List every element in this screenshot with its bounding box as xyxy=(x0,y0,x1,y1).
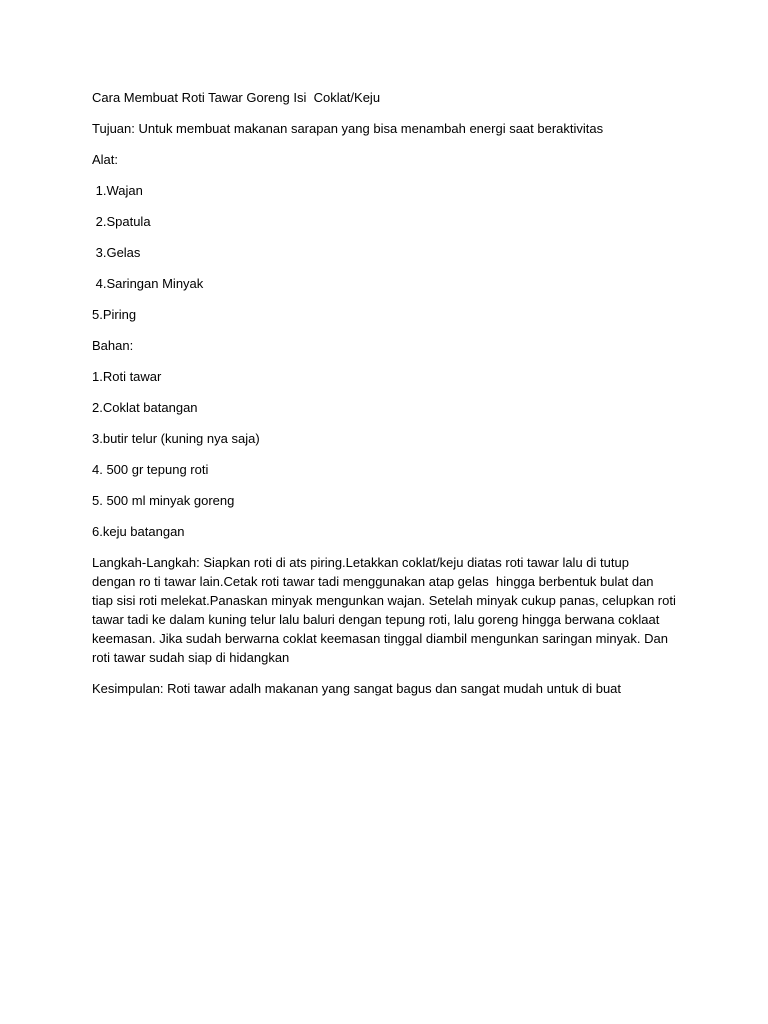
tujuan-text: Tujuan: Untuk membuat makanan sarapan yang bisa menambah energi saat beraktivitas xyxy=(92,121,604,136)
bahan-item: 5. 500 ml minyak goreng xyxy=(92,493,235,508)
alat-item: 1.Wajan xyxy=(92,183,143,198)
langkah-line: dengan ro ti tawar lain.Cetak roti tawar tadi menggunakan atap gelas hingga berbentuk bulat dan xyxy=(92,574,654,589)
bahan-item: 6.keju batangan xyxy=(92,524,185,539)
bahan-heading: Bahan: xyxy=(92,338,134,353)
langkah-line: Langkah-Langkah: Siapkan roti di ats piring.Letakkan coklat/keju diatas roti tawar lalu di tutup xyxy=(92,555,629,570)
bahan-item: 1.Roti tawar xyxy=(92,369,162,384)
langkah-line: roti tawar sudah siap di hidangkan xyxy=(92,650,290,665)
alat-item: 3.Gelas xyxy=(92,245,141,260)
alat-item: 4.Saringan Minyak xyxy=(92,276,204,291)
kesimpulan-text: Kesimpulan: Roti tawar adalh makanan yang sangat bagus dan sangat mudah untuk di buat xyxy=(92,681,622,696)
langkah-line: keemasan. Jika sudah berwarna coklat keemasan tinggal diambil mengunkan saringan minyak. Dan xyxy=(92,631,668,646)
alat-item: 5.Piring xyxy=(92,307,137,322)
bahan-item: 2.Coklat batangan xyxy=(92,400,198,415)
bahan-item: 3.butir telur (kuning nya saja) xyxy=(92,431,260,446)
alat-heading: Alat: xyxy=(92,152,119,167)
alat-item: 2.Spatula xyxy=(92,214,151,229)
langkah-line: tiap sisi roti melekat.Panaskan minyak mengunkan wajan. Setelah minyak cukup panas, celupkan roti xyxy=(92,593,676,608)
langkah-line: tawar tadi ke dalam kuning telur lalu baluri dengan tepung roti, lalu goreng hingga berwana coklaat xyxy=(92,612,660,627)
bahan-item: 4. 500 gr tepung roti xyxy=(92,462,209,477)
document-title: Cara Membuat Roti Tawar Goreng Isi Coklat/Keju xyxy=(92,90,381,105)
